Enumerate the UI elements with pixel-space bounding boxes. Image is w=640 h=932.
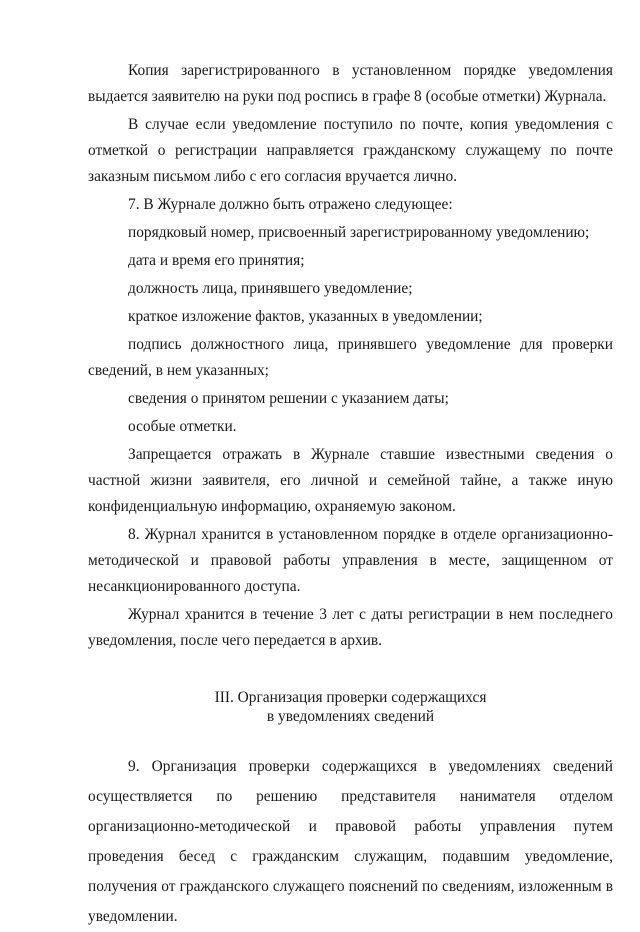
paragraph-item-7: 7. В Журнале должно быть отражено следующее: — [128, 196, 453, 213]
document-page — [88, 58, 613, 932]
paragraph-prohibition: Запрещается отражать в Журнале ставшие известными сведения о частной жизни заявителя, его личной и семейной тайне, а также иную конфиденциальную информацию, охраняемую законом. — [88, 446, 613, 515]
paragraph-item-8: 8. Журнал хранится в установленном порядке в отделе организационно-методической и правовой работы управления в месте, защищенном от несанкционированного доступа. — [88, 526, 613, 595]
section-heading-line-2: в уведомлениях сведений — [266, 708, 435, 725]
paragraph-copy-issued: Копия зарегистрированного в установленном порядке уведомления выдается заявителю на руки под роспись в графе 8 (особые отметки) Журнала. — [88, 62, 613, 105]
list-item-decision: сведения о принятом решении с указанием даты; — [128, 390, 449, 407]
paragraph-storage-period: Журнал хранится в течение 3 лет с даты регистрации в нем последнего уведомления, после чего передается в архив. — [88, 606, 613, 649]
list-item-position: должность лица, принявшего уведомление; — [128, 280, 413, 297]
list-item-special-marks: особые отметки. — [128, 418, 237, 435]
section-heading — [88, 688, 613, 726]
section-heading-line-1: III. Организация проверки содержащихся — [214, 689, 487, 706]
list-item-date-time: дата и время его принятия; — [128, 252, 305, 269]
list-item-signature: подпись должностного лица, принявшего уведомление для проверки сведений, в нем указанных; — [88, 336, 613, 379]
list-item-serial-number: порядковый номер, присвоенный зарегистрированному уведомлению; — [128, 224, 590, 241]
paragraph-item-9: 9. Организация проверки содержащихся в уведомлениях сведений осуществляется по решению представителя нанимателя отделом организационно-методической и правовой работы управления путем проведения бесед с гражданским служащим, подавшим уведомление, получения от гражданского служащего пояснений по сведениям, изложенным в уведомлении. — [88, 758, 613, 925]
paragraph-mail-notification: В случае если уведомление поступило по почте, копия уведомления с отметкой о регистрации направляется гражданскому служащему по почте заказным письмом либо с его согласия вручается лично. — [88, 116, 613, 185]
list-item-facts-summary: краткое изложение фактов, указанных в уведомлении; — [128, 308, 483, 325]
